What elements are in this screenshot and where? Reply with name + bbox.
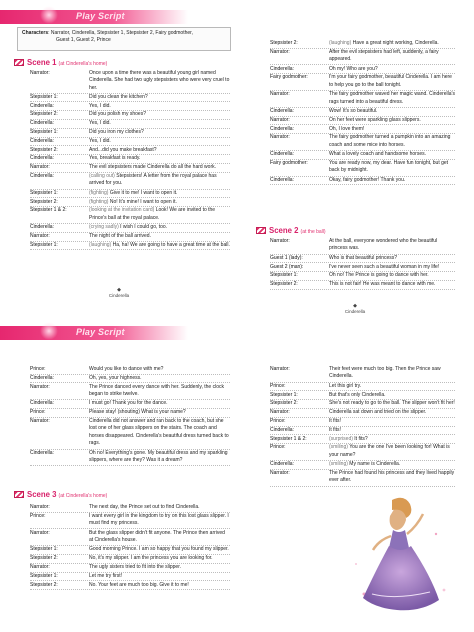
speaker-name: Cinderella:	[30, 449, 54, 456]
speaker-name: Stepsister 1:	[30, 546, 58, 553]
dialogue-line	[270, 400, 455, 407]
dialogue-text	[329, 264, 455, 271]
dialogue-text	[89, 138, 230, 145]
spoken-text: Oh my! Who are you?	[329, 65, 378, 72]
dialogue-text	[89, 530, 230, 545]
dialogue-line	[270, 126, 455, 133]
speaker-name: Stepsister 1:	[30, 572, 58, 579]
speaker-name: Stepsister 1 & 2:	[30, 207, 67, 214]
speaker-name: Prince:	[270, 418, 286, 424]
dialogue-text	[89, 120, 230, 127]
speaker-name: Guest 1 (lady):	[270, 254, 303, 261]
speaker-name: Narrator:	[30, 70, 50, 76]
dialogue-text	[89, 103, 230, 110]
spoken-text: The ugly sisters tried to fit into the slipper.	[89, 564, 181, 570]
speaker-name: Stepsister 2:	[270, 281, 298, 288]
play-script-banner	[0, 326, 188, 340]
line-divider	[30, 465, 230, 466]
speaker-name: Cinderella:	[30, 400, 54, 407]
dialogue-text	[89, 224, 230, 231]
dialogue-text	[89, 233, 230, 240]
speaker-name: Narrator:	[30, 164, 50, 171]
characters-line-2: Guest 1, Guest 2, Prince	[56, 37, 111, 44]
speaker-name: Cinderella:	[270, 65, 294, 72]
dialogue-text	[329, 238, 455, 253]
dialogue-text	[329, 272, 455, 279]
speaker-name: Narrator:	[270, 470, 290, 476]
dialogue-text	[89, 147, 230, 154]
speaker-name: Stepsister 1:	[30, 241, 58, 248]
dialogue-line	[30, 375, 230, 382]
spoken-text: It fits?	[352, 435, 368, 442]
footer-label: Cinderella	[344, 309, 366, 314]
spoken-text: Oh no! Everything's gone. My beautiful dress and my sparkling slippers, where are they? Was it a dream?	[89, 449, 228, 464]
dialogue-text	[329, 400, 455, 407]
dialogue-line	[30, 400, 230, 407]
speaker-name: Narrator:	[30, 418, 50, 424]
dialogue-line	[270, 151, 455, 158]
speaker-name: Cinderella:	[270, 176, 294, 183]
dialogue-line	[270, 91, 455, 106]
spoken-text: Cinderella did not answer and ran back to the coach, but she lost one of her glass slippers on the stairs. The coach and horses disappeared. Cinderella's beautiful dress turned back to rags.	[89, 418, 229, 447]
dialogue-line	[30, 233, 230, 240]
scene-1-heading	[14, 58, 107, 68]
dialogue-line	[30, 564, 230, 571]
scene-title: Scene 1	[27, 58, 57, 67]
dialogue-text	[329, 134, 455, 149]
characters-line-1: : Narrator, Cinderella, Stepsister 1, Stepsister 2, Fairy godmother,	[48, 30, 193, 36]
spoken-text: Yes, I did.	[89, 137, 111, 144]
footer-label: Cinderella	[108, 293, 130, 298]
stage-direction: (looking at the invitation card)	[89, 207, 155, 214]
spoken-text: Have a great night working, Cinderella.	[351, 40, 439, 46]
dialogue-text	[89, 375, 230, 382]
dialogue-line	[30, 94, 230, 101]
spoken-text: Wow! It's so beautiful.	[329, 108, 378, 114]
stage-direction: (surprised)	[329, 435, 353, 442]
spoken-text: You are the one I've been looking for! What is your name?	[329, 444, 450, 458]
dialogue-text	[89, 366, 230, 373]
speaker-name: Narrator:	[270, 116, 290, 123]
dialogue-text	[89, 450, 230, 465]
dialogue-text	[329, 49, 455, 64]
spoken-text: Once upon a time there was a beautiful young girl named Cinderella. She had two ugly stepsisters who were very cruel to her.	[89, 70, 230, 91]
dialogue-text	[89, 513, 230, 528]
speaker-name: Stepsister 2:	[270, 400, 298, 407]
dialogue-text	[89, 155, 230, 162]
dialogue-line	[270, 74, 455, 89]
dialogue-line	[270, 66, 455, 73]
play-script-banner	[0, 10, 188, 24]
dialogue-line	[270, 461, 455, 468]
stage-direction: (fighting)	[89, 189, 109, 196]
dialogue-line	[270, 40, 455, 47]
dialogue-line	[270, 264, 455, 271]
dialogue-text	[329, 151, 455, 158]
speaker-name: Stepsister 2:	[30, 198, 58, 205]
dialogue-text	[89, 546, 230, 553]
spoken-text: Look! We are invited to the Prince's ball at the royal palace.	[89, 207, 216, 221]
dialogue-line	[30, 504, 230, 511]
dialogue-line	[270, 470, 455, 485]
speaker-name: Narrator:	[270, 366, 290, 372]
scene-setting: (at the ball)	[300, 229, 326, 235]
spoken-text: Yes, I did.	[89, 120, 111, 127]
dialogue-line	[30, 573, 230, 580]
dialogue-line	[30, 129, 230, 136]
spoken-text: Yes, I did.	[89, 102, 111, 109]
line-divider	[270, 486, 455, 487]
spoken-text: Would you like to dance with me?	[89, 366, 164, 372]
stage-direction: (laughing)	[329, 40, 352, 46]
spoken-text: Stepsisters! A letter from the royal palace has arrived for you.	[89, 173, 217, 187]
spoken-text: Oh, I love them!	[329, 125, 365, 132]
spoken-text: Please stay! (shouting) What is your name?	[89, 409, 186, 416]
dialogue-text	[329, 74, 455, 89]
dialogue-line	[270, 444, 455, 459]
dialogue-text	[89, 111, 230, 118]
dialogue-text	[329, 366, 455, 381]
speaker-name: Narrator:	[30, 233, 50, 239]
dialogue-line	[30, 207, 230, 222]
dialogue-text	[89, 400, 230, 407]
line-divider	[30, 589, 230, 590]
page-marker-icon: ◆	[117, 287, 121, 293]
scene-setting: (at Cinderella's home)	[58, 493, 108, 499]
dialogue-text	[89, 207, 230, 222]
spoken-text: Let me try first!	[89, 572, 123, 579]
line-divider	[270, 184, 455, 185]
dialogue-text	[89, 564, 230, 571]
speaker-name: Narrator:	[30, 529, 50, 536]
stage-direction: (calling out)	[89, 173, 115, 179]
dialogue-text	[329, 281, 455, 288]
dialogue-line	[30, 384, 230, 399]
dialogue-text	[89, 384, 230, 399]
dialogue-text	[89, 504, 230, 511]
clapperboard-icon	[14, 491, 24, 498]
dialogue-text	[89, 129, 230, 136]
page-footer-left	[99, 288, 139, 298]
page-footer-right	[335, 304, 375, 314]
speaker-name: Narrator:	[270, 134, 290, 141]
spoken-text: It fits!	[329, 426, 341, 433]
spoken-text: Cinderella sat down and tried on the slipper.	[329, 409, 427, 416]
speaker-name: Stepsister 1:	[30, 189, 58, 196]
dialogue-text	[89, 164, 230, 171]
dialogue-line	[30, 418, 230, 448]
speaker-name: Stepsister 1:	[30, 129, 58, 135]
scene-2-heading	[256, 226, 326, 236]
dialogue-text	[89, 409, 230, 416]
line-divider	[270, 289, 455, 290]
dialogue-line	[30, 582, 230, 589]
spoken-text: No! It's mine! I want to open it.	[108, 198, 177, 205]
clapperboard-icon	[256, 227, 266, 234]
spoken-text: She's not ready to go to the ball. The slipper won't fit her!	[329, 400, 455, 407]
spoken-text: The next day, the Prince set out to find Cinderella.	[89, 504, 200, 510]
spoken-text: It fits!	[329, 418, 341, 424]
speaker-name: Prince:	[270, 382, 286, 389]
spoken-text: Let this girl try.	[329, 382, 362, 389]
speaker-name: Prince:	[270, 444, 286, 451]
spoken-text: My name is Cinderella.	[347, 461, 401, 468]
dialogue-text	[329, 461, 455, 468]
spoken-text: You are ready now, my dear. Have fun tonight, but get back by midnight.	[329, 160, 449, 174]
speaker-name: Cinderella:	[30, 137, 54, 144]
spoken-text: This is not fair! He was meant to dance with me.	[329, 281, 436, 288]
speaker-name: Narrator:	[270, 409, 290, 416]
spoken-text: The fairy godmother turned a pumpkin into an amazing coach and some mice into horses.	[329, 134, 451, 148]
banner-title: Play Script	[76, 11, 125, 21]
speaker-name: Stepsister 2:	[30, 555, 58, 562]
banner-title: Play Script	[76, 327, 125, 337]
dialogue-line	[270, 117, 455, 124]
spoken-text: No. Your feet are much too big. Give it to me!	[89, 581, 189, 588]
speaker-name: Stepsister 2:	[30, 146, 58, 153]
speaker-name: Narrator:	[270, 238, 290, 244]
dialogue-line	[270, 160, 455, 175]
dialogue-line	[30, 513, 230, 528]
speaker-name: Cinderella:	[270, 461, 294, 468]
stage-direction: (laughing)	[89, 241, 112, 248]
speaker-name: Fairy godmother:	[270, 160, 308, 166]
speaker-name: Cinderella:	[270, 426, 294, 433]
dialogue-text	[329, 91, 455, 106]
speaker-name: Cinderella:	[30, 102, 54, 109]
spoken-text: Oh no! The Prince is going to dance with her.	[329, 272, 429, 279]
speaker-name: Cinderella:	[270, 151, 294, 158]
dialogue-text	[329, 108, 455, 115]
spoken-text: I'm your fairy godmother, beautiful Cinderella. I am here to help you go to the ball tonight.	[329, 74, 452, 88]
characters-box	[17, 27, 231, 51]
dialogue-line	[30, 409, 230, 416]
dialogue-line	[270, 366, 455, 381]
dialogue-text	[329, 160, 455, 175]
dialogue-line	[270, 134, 455, 149]
spoken-text: The night of the ball arrived.	[89, 233, 151, 239]
dialogue-line	[30, 155, 230, 162]
spoken-text: Did you clean the kitchen?	[89, 93, 148, 100]
dialogue-line	[270, 49, 455, 64]
banner-sparkle-icon	[40, 322, 58, 340]
stage-direction: (smiling)	[329, 461, 348, 468]
dialogue-line	[270, 409, 455, 416]
spoken-text: The Prince danced every dance with her. Suddenly, the clock began to strike twelve.	[89, 383, 224, 397]
spoken-text: I wish I could go, too.	[118, 224, 168, 231]
speaker-name: Stepsister 2:	[30, 581, 58, 588]
spoken-text: Yes, breakfast is ready.	[89, 155, 141, 162]
dialogue-text	[89, 242, 230, 249]
dialogue-text	[329, 255, 455, 262]
dialogue-text	[89, 418, 230, 448]
speaker-name: Narrator:	[30, 504, 50, 510]
scene-setting: (at Cinderella's home)	[58, 61, 108, 67]
dialogue-line	[30, 70, 230, 92]
spoken-text: Who is that beautiful princess?	[329, 254, 398, 261]
speaker-name: Cinderella:	[30, 173, 54, 179]
dialogue-line	[30, 530, 230, 545]
dialogue-line	[270, 392, 455, 399]
speaker-name: Prince:	[30, 409, 46, 416]
page-marker-icon: ◆	[353, 303, 357, 309]
dialogue-text	[329, 392, 455, 399]
dialogue-text	[329, 427, 455, 434]
spoken-text: The fairy godmother waved her magic wand. Cinderella's rags turned into a beautiful dress.	[329, 91, 456, 105]
stage-direction: (fighting)	[89, 198, 109, 205]
speaker-name: Prince:	[30, 366, 46, 372]
dialogue-text	[89, 94, 230, 101]
dialogue-text	[89, 582, 230, 589]
spoken-text: Give it to me! I want to open it.	[108, 189, 178, 196]
speaker-name: Narrator:	[270, 48, 290, 55]
dialogue-text	[89, 555, 230, 562]
dialogue-line	[30, 111, 230, 118]
dialogue-text	[89, 70, 230, 92]
dialogue-text	[329, 418, 455, 425]
speaker-name: Stepsister 2:	[270, 40, 298, 46]
scene-title: Scene 3	[27, 490, 57, 499]
spoken-text: At the ball, everyone wondered who the beautiful princess was.	[329, 238, 438, 252]
spoken-text: And...did you make breakfast?	[89, 146, 157, 153]
speaker-name: Fairy godmother:	[270, 74, 308, 81]
dialogue-text	[89, 190, 230, 197]
spoken-text: Good morning Prince. I am so happy that you found my slipper.	[89, 546, 229, 553]
dialogue-text	[89, 573, 230, 580]
stage-direction: (smiling)	[329, 444, 348, 451]
stage-direction: (crying sadly)	[89, 224, 119, 231]
dialogue-line	[30, 147, 230, 154]
dialogue-line	[30, 103, 230, 110]
banner-sparkle-icon	[40, 6, 58, 24]
speaker-name: Guest 2 (man):	[270, 263, 304, 270]
dialogue-line	[270, 238, 455, 253]
speaker-name: Cinderella:	[30, 374, 54, 381]
dialogue-line	[30, 190, 230, 197]
speaker-name: Stepsister 2:	[30, 111, 58, 118]
dialogue-line	[30, 224, 230, 231]
dialogue-text	[329, 177, 455, 184]
dialogue-line	[30, 120, 230, 127]
dialogue-line	[270, 272, 455, 279]
speaker-name: Cinderella:	[270, 125, 294, 132]
spoken-text: I've never seen such a beautiful woman in my life!	[329, 263, 440, 270]
speaker-name: Stepsister 1 & 2:	[270, 435, 307, 442]
dialogue-line	[30, 546, 230, 553]
dialogue-text	[329, 40, 455, 47]
dialogue-text	[329, 383, 455, 390]
scene-3-heading	[14, 490, 107, 500]
speaker-name: Prince:	[30, 512, 46, 519]
dialogue-line	[270, 427, 455, 434]
dialogue-text	[329, 409, 455, 416]
spoken-text: The Prince had found his princess and they lived happily ever after.	[329, 470, 455, 484]
spoken-text: Their feet were much too big. Then the Prince saw Cinderella.	[329, 366, 441, 380]
dialogue-line	[270, 383, 455, 390]
speaker-name: Stepsister 1:	[270, 272, 298, 279]
spoken-text: Did you iron my clothes?	[89, 129, 144, 135]
dialogue-line	[270, 418, 455, 425]
speaker-name: Cinderella:	[30, 224, 54, 231]
dialogue-line	[30, 242, 230, 249]
speaker-name: Stepsister 1:	[30, 93, 58, 100]
dialogue-line	[30, 555, 230, 562]
speaker-name: Narrator:	[30, 564, 50, 570]
characters-label: Characters	[22, 30, 49, 36]
dialogue-text	[329, 436, 455, 443]
dialogue-text	[89, 199, 230, 206]
spoken-text: No, it's my slipper. I am the princess you are looking for.	[89, 555, 213, 562]
speaker-name: Narrator:	[30, 383, 50, 390]
clapperboard-icon	[14, 59, 24, 66]
dialogue-text	[329, 126, 455, 133]
spoken-text: I must go! Thank you for the dance.	[89, 400, 168, 407]
dialogue-text	[329, 66, 455, 73]
spoken-text: Ha, ha! We are going to have a great time at the ball.	[111, 241, 230, 248]
spoken-text: After the evil stepsisters had left, suddenly, a fairy appeared.	[329, 48, 439, 63]
spoken-text: On her feet were sparkling glass slippers.	[329, 116, 421, 123]
spoken-text: I want every girl in the kingdom to try on this lost glass slipper. I must find my princess.	[89, 512, 229, 527]
speaker-name: Cinderella:	[30, 155, 54, 162]
speaker-name: Cinderella:	[270, 108, 294, 114]
dialogue-line	[30, 164, 230, 171]
spoken-text: The evil stepsisters made Cinderella do all the hard work.	[89, 164, 217, 171]
spoken-text: What a lovely coach and handsome horses.	[329, 151, 426, 158]
dialogue-text	[329, 470, 455, 485]
dialogue-text	[89, 173, 230, 188]
line-divider	[30, 249, 230, 250]
dialogue-text	[329, 117, 455, 124]
spoken-text: Okay, fairy godmother! Thank you.	[329, 176, 406, 183]
dialogue-text	[329, 444, 455, 459]
spoken-text: But the glass slipper didn't fit anyone. The Prince then arrived at Cinderella's house.	[89, 529, 225, 543]
spoken-text: Oh, yes, your highness.	[89, 374, 142, 381]
dialogue-line	[30, 199, 230, 206]
scene-title: Scene 2	[269, 226, 299, 235]
dialogue-line	[270, 436, 455, 443]
cinderella-illustration	[344, 494, 456, 614]
dialogue-line	[30, 173, 230, 188]
dialogue-line	[30, 450, 230, 465]
spoken-text: But that's only Cinderella.	[329, 391, 386, 398]
spoken-text: Did you polish my shoes?	[89, 111, 146, 118]
dialogue-line	[270, 108, 455, 115]
speaker-name: Cinderella:	[30, 120, 54, 127]
dialogue-line	[270, 281, 455, 288]
dialogue-line	[270, 177, 455, 184]
dialogue-line	[30, 138, 230, 145]
dialogue-line	[30, 366, 230, 373]
speaker-name: Stepsister 1:	[270, 391, 298, 398]
dialogue-line	[270, 255, 455, 262]
speaker-name: Narrator:	[270, 91, 290, 98]
